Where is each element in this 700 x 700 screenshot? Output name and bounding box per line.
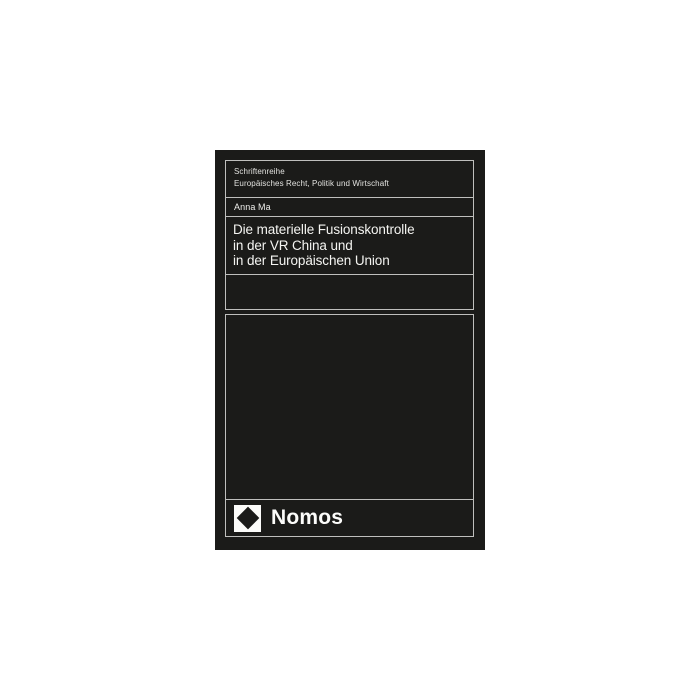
cover-bottom-frame: [225, 314, 474, 537]
book-title-line: Die materielle Fusionskontrolle: [233, 222, 415, 237]
cover-top-frame: [225, 160, 474, 310]
nomos-diamond-logo-icon: [234, 505, 261, 532]
publisher-name: Nomos: [271, 505, 344, 529]
series-name: Schriftenreihe: [234, 167, 285, 176]
series-subtitle: Europäisches Recht, Politik und Wirtschaft: [234, 178, 389, 188]
empty-panel-large: [226, 315, 473, 500]
series-section: [226, 161, 473, 198]
diamond-shape: [236, 507, 259, 530]
book-title-line: in der Europäischen Union: [233, 253, 390, 268]
author-section: [226, 198, 473, 217]
book-cover: [215, 150, 485, 550]
title-section: [226, 217, 473, 275]
author-name: Anna Ma: [234, 202, 271, 212]
publisher-row: [226, 500, 473, 536]
book-title-line: in der VR China und: [233, 237, 353, 253]
empty-panel-small: [226, 275, 473, 309]
